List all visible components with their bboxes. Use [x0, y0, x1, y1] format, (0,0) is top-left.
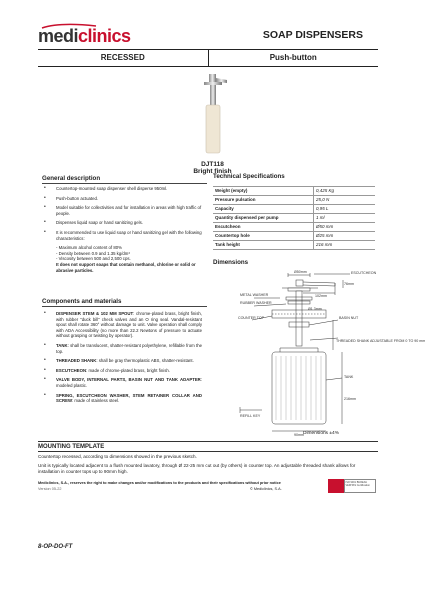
general-item: • Push-button actuated.: [42, 196, 202, 202]
spec-row: [213, 187, 375, 196]
soap-requirement: - Density between 0.9 and 1.35 kg/dm³: [56, 250, 130, 256]
soap-requirement: - Viscosity between 500 and 2,500 cps.: [56, 256, 131, 262]
spec-value: 0,425 Kg: [314, 187, 376, 196]
soap-warning: It does not support soaps that contain methanol, chlorine or solid or abrasive particles.: [56, 261, 196, 273]
spec-value: Ø25 mm: [314, 231, 376, 240]
general-list: [42, 186, 202, 273]
component-name: DISPENSER STEM & 102 MM SPOUT: [56, 311, 134, 316]
spec-value: 216 mm: [314, 240, 376, 249]
dimensions-drawing: [210, 270, 425, 440]
general-item: • Dispenses liquid soap or hand sanitizing gels.: [42, 220, 202, 226]
document-title: SOAP DISPENSERS: [262, 29, 363, 41]
product-finish: Bright finish: [193, 168, 232, 175]
spec-row: [213, 231, 375, 240]
component-desc: : shall be translucent, shatter-resistant polyethylene, refillable from the top.: [56, 342, 202, 354]
general-item: • Model suitable for collectivities and for installation in areas with high traffic of people.: [42, 205, 202, 216]
certification-logo-icon: [328, 479, 344, 493]
spec-row: [213, 204, 375, 213]
component-name: TANK: [56, 342, 68, 348]
spec-label: Countertop hole: [213, 231, 314, 240]
dim-escutcheon-diameter: Ø50mm: [294, 270, 307, 274]
component-desc: : shall be gray thermoplastic ABS, shatter-resistant.: [96, 358, 194, 364]
spec-label: Tank height: [213, 240, 314, 249]
spec-label: Quantity dispensed per pump: [213, 213, 314, 222]
components-heading: Components and materials: [42, 298, 207, 307]
spec-row: [213, 195, 375, 204]
brand-logo: [38, 26, 131, 47]
spec-value: Ø50 mm: [314, 222, 376, 231]
mounting-text-1: Countertop recessed, according to dimensions showed in the previous sketch.: [38, 454, 197, 459]
spec-value: 0,95 L: [314, 204, 376, 213]
product-image: [195, 72, 231, 156]
label-threaded-shank: THREADED SHANK ADJUSTABLE FROM 0 TO 90 mm: [336, 339, 425, 343]
general-item: • Countertop-mounted soap dispenser shell disperse 950ml.: [42, 186, 202, 192]
specs-table: [213, 186, 375, 250]
spec-row: [213, 222, 375, 231]
component-item: [42, 377, 202, 388]
dim-hole: Ø1 3mm: [308, 307, 322, 311]
component-item: [42, 368, 202, 374]
general-item: • It is recommended to use liquid soap or hand sanitizing gel with the following characteristics:: [42, 230, 202, 241]
component-item: [42, 358, 202, 364]
component-name: VALVE BODY, INTERNAL PARTS, BASIN NUT AND TANK ADAPTER: [56, 377, 201, 383]
dim-height-76: 76mm: [344, 282, 354, 286]
spec-row: [213, 240, 375, 249]
dimensions-heading: Dimensions: [213, 259, 249, 266]
label-counter-top: COUNTER TOP: [238, 316, 265, 320]
spec-label: Pressure pulsation: [213, 195, 314, 204]
general-heading: General description: [42, 175, 207, 184]
component-name: THREADED SHANK: [56, 358, 97, 364]
component-item: [42, 393, 202, 404]
component-name: ESCUTCHEON: [56, 367, 87, 373]
logo-medi: medi: [38, 26, 79, 46]
footer-version: Version 05-22: [38, 487, 62, 491]
certification-text: ISO 9001 BUREAU VERITAS Certification: [344, 479, 376, 493]
footer-copyright: © Mediclinics, S.A.: [250, 487, 282, 491]
component-item: [42, 343, 202, 354]
spec-label: Escutcheon: [213, 222, 314, 231]
label-refill-key: REFILL KEY: [240, 414, 261, 418]
label-tank: TANK: [344, 375, 354, 379]
component-name: SPRING, ESCUTCHEON WASHER, STEM RETAINER COLLAR AND SCREW: [56, 392, 202, 404]
category-bar: [38, 49, 378, 67]
dim-tank-width: 90mm: [294, 433, 304, 437]
component-desc: : modeled plastic.: [56, 377, 202, 388]
label-metal-washer: METAL WASHER: [240, 293, 269, 297]
document-reference: 8-OP-DO-FT: [38, 544, 73, 550]
dim-tank-height: 216mm: [344, 397, 356, 401]
specs-heading: Technical Specifications: [213, 173, 285, 180]
component-item: [42, 311, 202, 339]
component-desc: : chrome-plated brass, bright finish, with rubber "duck bill" check valves and an O ring seal. Vandal-resistant spout shall rotate 360° without damage to unit. Valve operation shall comply with ADA Accessibility (no more than 22.2 Newtons of pressure to actuate without grasping or twisting by operator).: [56, 311, 202, 339]
footer-disclaimer: Mediclinics, S.A., reserves the right to make changes and/or modifications to the products and their specifications without prior notice: [38, 481, 281, 485]
component-desc: : made of stainless steel.: [72, 398, 120, 404]
component-desc: : made of chrome-plated brass, bright finish.: [86, 367, 170, 373]
spec-row: [213, 213, 375, 222]
spec-value: 1 ml: [314, 213, 376, 222]
components-list: [42, 311, 202, 408]
category-recessed: RECESSED: [38, 50, 209, 66]
spec-label: Capacity: [213, 204, 314, 213]
dimensions-tolerance: Dimensions ±4%: [303, 431, 339, 436]
certification-badge: [328, 479, 376, 493]
logo-clinics: clinics: [78, 26, 131, 46]
soap-requirement: - Maximum alcohol content of 80%: [56, 245, 122, 251]
label-basin-nut: BASIN NUT: [339, 316, 359, 320]
mounting-text-2: Unit is typically located adjacent to a flush mounted lavatory, through Ø 22-25 mm cut out (by others) in counter top. An adjustable threaded shank allows for installation in counter tops up to 90mm high.: [38, 463, 356, 474]
dim-escutcheon-label: ESCUTCHEON: [351, 271, 377, 275]
spec-value: 25,0 N: [314, 195, 376, 204]
dim-spout-102: 102mm: [315, 294, 327, 298]
category-push-button: Push-button: [269, 53, 317, 62]
mounting-heading: MOUNTING TEMPLATE: [38, 441, 378, 452]
label-rubber-washer: RUBBER WASHER: [240, 301, 272, 305]
spec-label: Weight (empty): [213, 187, 314, 196]
product-model: DJT118: [201, 161, 224, 168]
